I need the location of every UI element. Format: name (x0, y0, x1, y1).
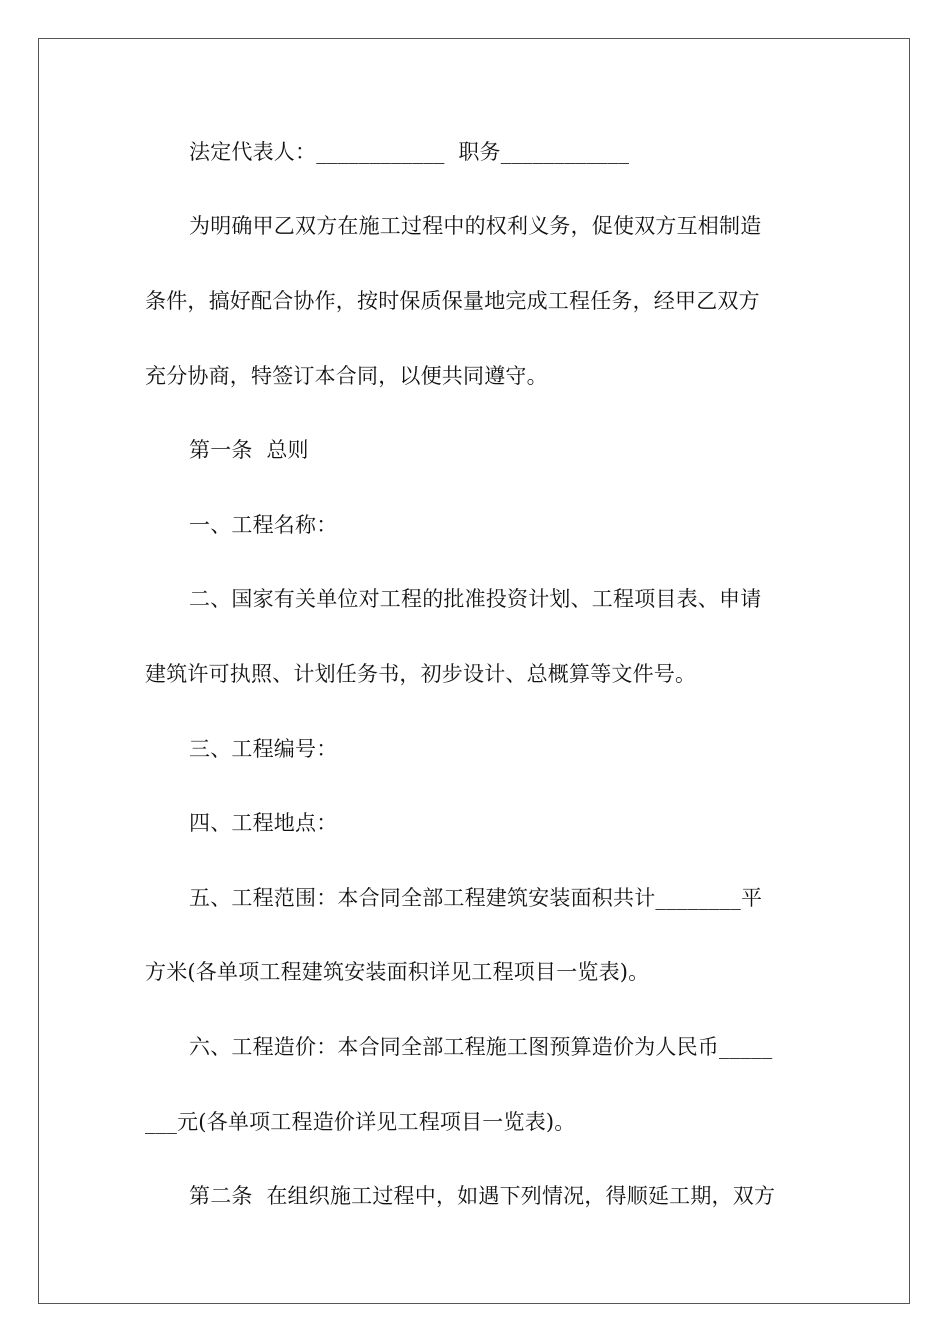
project-cost-line-2: ___元(各单项工程造价详见工程项目一览表)。 (145, 1110, 576, 1134)
article-2-heading: 第二条 在组织施工过程中，如遇下列情况，得顺延工期，双方 (189, 1184, 776, 1208)
project-number-line: 三、工程编号： (189, 737, 338, 761)
project-name-line: 一、工程名称： (189, 513, 338, 537)
approval-docs-line-2: 建筑许可执照、计划任务书，初步设计、总概算等文件号。 (145, 662, 697, 686)
preamble-line-3: 充分协商，特签订本合同，以便共同遵守。 (145, 364, 548, 388)
preamble-line-2: 条件，搞好配合协作，按时保质保量地完成工程任务，经甲乙双方 (145, 289, 760, 313)
preamble-line-1: 为明确甲乙双方在施工过程中的权利义务，促使双方互相制造 (189, 214, 762, 238)
project-scope-line-1: 五、工程范围：本合同全部工程建筑安装面积共计________平 (189, 886, 763, 910)
project-cost-line-1: 六、工程造价：本合同全部工程施工图预算造价为人民币_____ (189, 1035, 773, 1059)
approval-docs-line-1: 二、国家有关单位对工程的批准投资计划、工程项目表、申请 (189, 587, 762, 611)
article-1-heading: 第一条 总则 (189, 438, 309, 462)
project-location-line: 四、工程地点： (189, 811, 338, 835)
legal-representative-line: 法定代表人：____________ 职务____________ (189, 140, 630, 164)
project-scope-line-2: 方米(各单项工程建筑安装面积详见工程项目一览表)。 (145, 960, 650, 984)
